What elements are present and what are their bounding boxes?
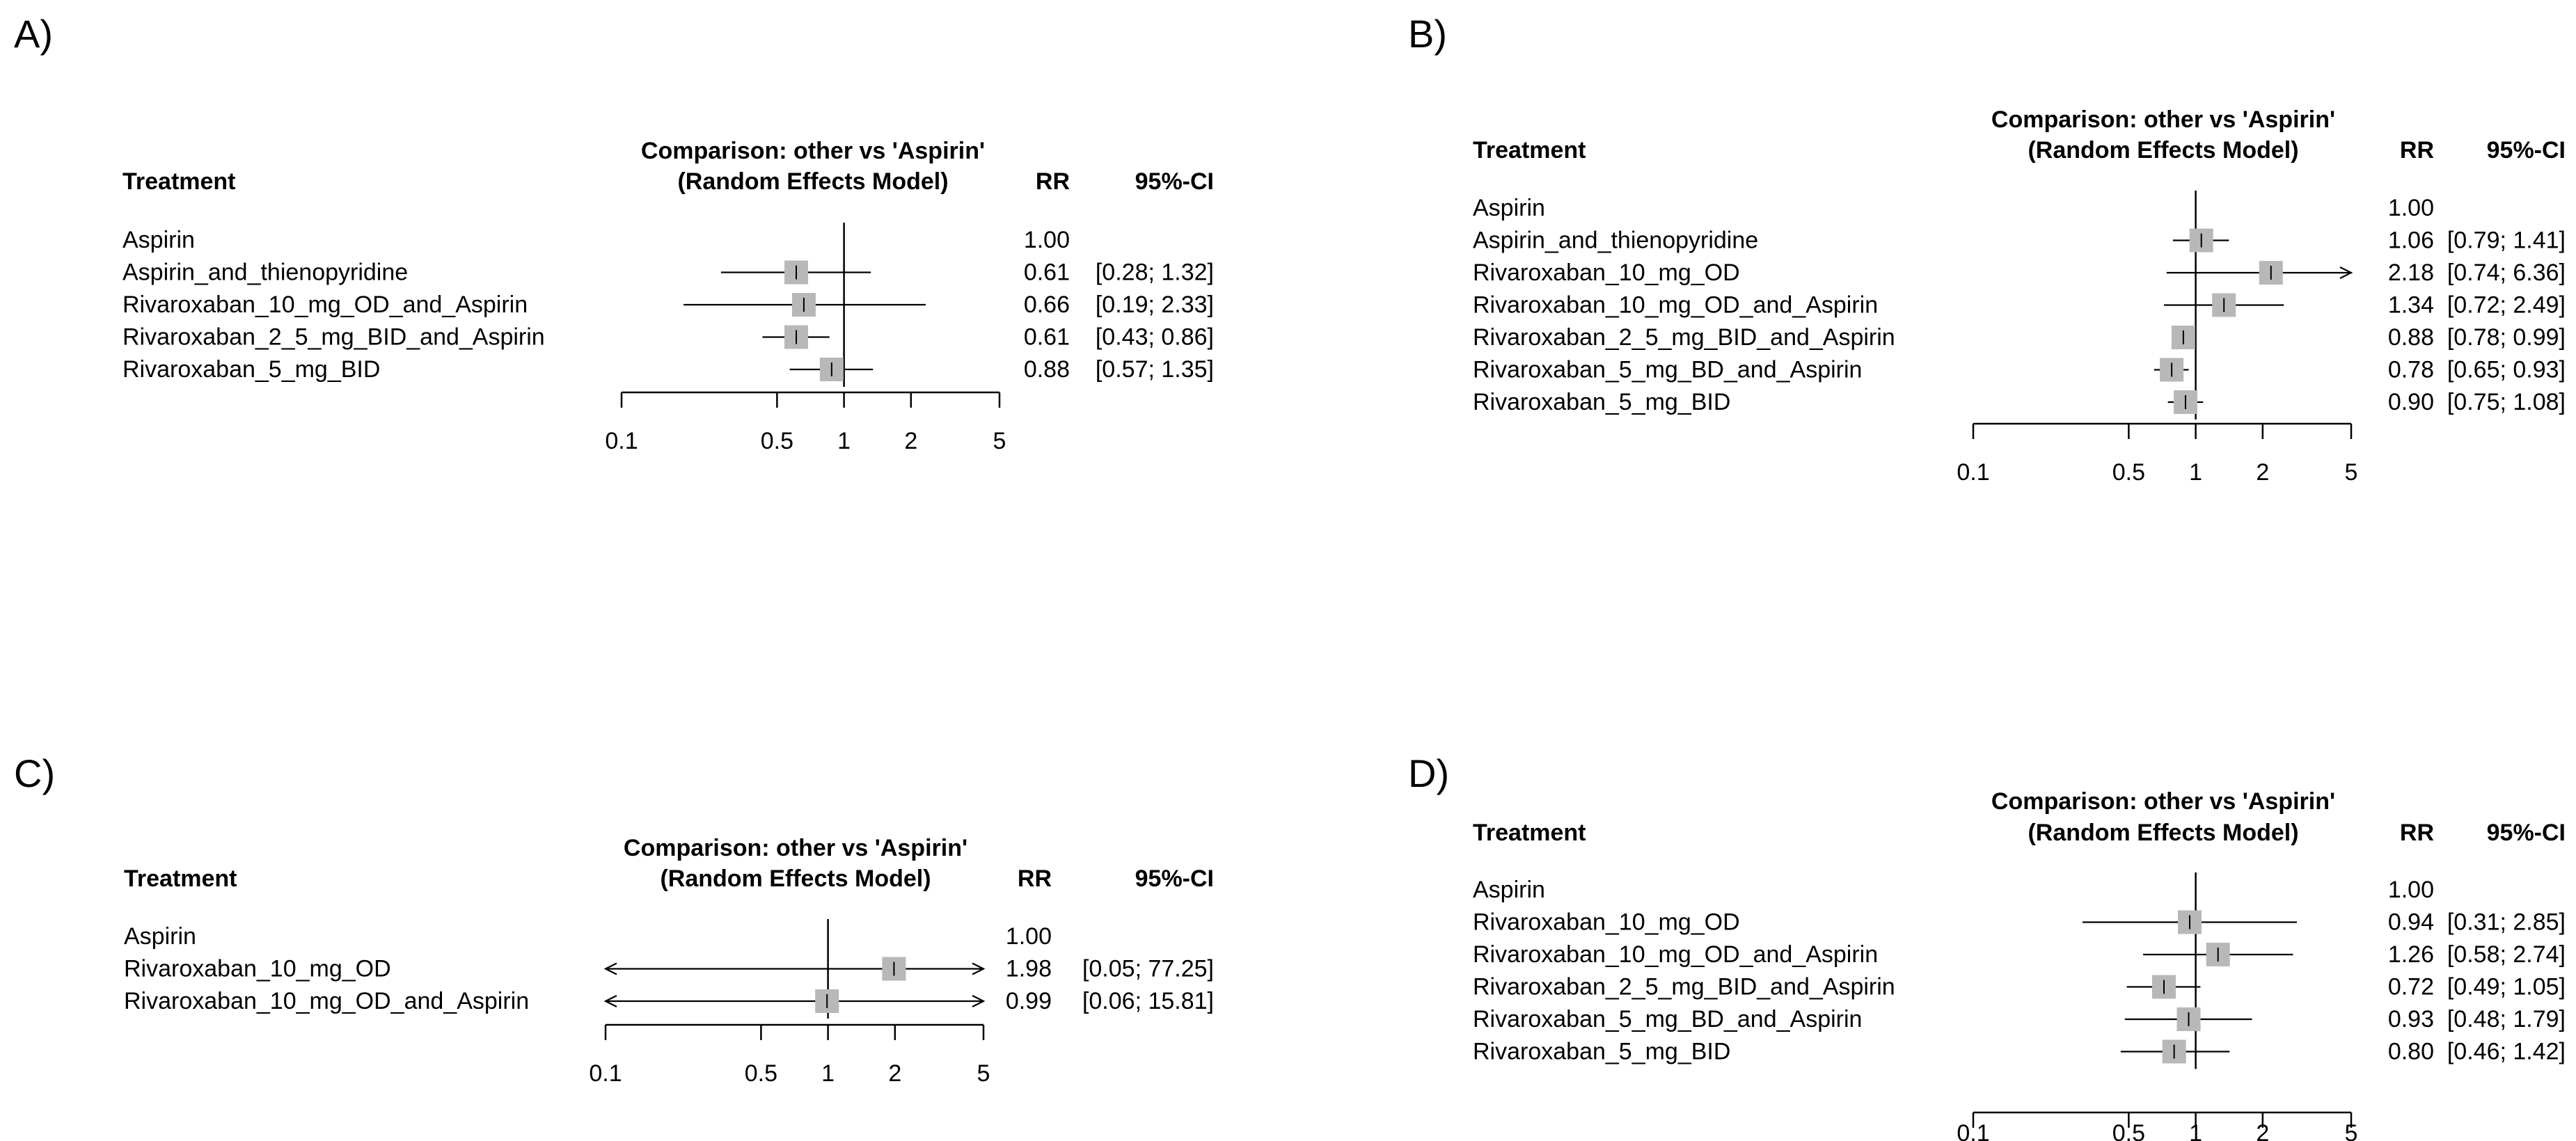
x-tick-label: 1 — [821, 1060, 835, 1087]
ci-value: [0.58; 2.74] — [2447, 941, 2566, 968]
x-tick-label: 1 — [837, 428, 851, 454]
x-tick-label: 5 — [993, 428, 1006, 454]
rr-value: 1.00 — [2387, 195, 2434, 221]
treatment-name: Aspirin_and_thienopyridine — [1473, 227, 1759, 254]
ci-value: [0.65; 0.93] — [2447, 356, 2566, 383]
treatment-name: Rivaroxaban_10_mg_OD_and_Aspirin — [123, 292, 528, 318]
x-tick-label: 0.1 — [1957, 1120, 1990, 1141]
rr-value: 1.00 — [1005, 923, 1052, 950]
rr-value: 0.94 — [2387, 909, 2434, 936]
rr-value: 0.93 — [2387, 1006, 2434, 1032]
panel-label: B) — [1408, 12, 1447, 56]
treatment-name: Aspirin — [1473, 195, 1545, 221]
ci-value: [0.57; 1.35] — [1095, 356, 1214, 383]
x-tick-label: 1 — [2189, 1120, 2203, 1141]
ci-value: [0.48; 1.79] — [2447, 1006, 2566, 1032]
x-tick-label: 5 — [2344, 459, 2358, 486]
column-header-ci: 95%-CI — [1135, 865, 1214, 892]
treatment-name: Rivaroxaban_10_mg_OD — [1473, 909, 1740, 936]
rr-value: 0.88 — [2387, 324, 2434, 351]
forest-panel-d — [1408, 751, 2566, 1141]
comparison-title: Comparison: other vs 'Aspirin' — [1991, 788, 2336, 815]
rr-value: 0.78 — [2387, 356, 2434, 383]
treatment-name: Rivaroxaban_10_mg_OD_and_Aspirin — [1473, 941, 1879, 968]
column-header-treatment: Treatment — [124, 865, 237, 892]
treatment-name: Rivaroxaban_10_mg_OD — [124, 955, 391, 982]
rr-value: 1.98 — [1005, 955, 1052, 982]
column-header-treatment: Treatment — [1473, 137, 1586, 163]
comparison-title: Comparison: other vs 'Aspirin' — [623, 835, 968, 861]
treatment-name: Aspirin — [124, 923, 196, 950]
treatment-name: Rivaroxaban_2_5_mg_BID_and_Aspirin — [1473, 324, 1895, 351]
rr-value: 1.34 — [2387, 292, 2434, 319]
rr-value: 0.90 — [2387, 389, 2434, 415]
panel-label: A) — [14, 12, 53, 56]
treatment-name: Rivaroxaban_10_mg_OD — [1473, 260, 1740, 286]
column-header-ci: 95%-CI — [1135, 168, 1214, 195]
ci-value: [0.28; 1.32] — [1095, 259, 1214, 286]
ci-value: [0.79; 1.41] — [2447, 227, 2566, 254]
treatment-name: Rivaroxaban_5_mg_BID — [1473, 1038, 1731, 1065]
forest-panel-c — [14, 751, 1214, 1087]
ci-value: [0.06; 15.81] — [1082, 988, 1214, 1014]
panel-label: D) — [1408, 751, 1450, 795]
treatment-name: Rivaroxaban_5_mg_BID — [123, 356, 381, 383]
column-header-ci: 95%-CI — [2486, 820, 2566, 846]
ci-value: [0.19; 2.33] — [1095, 292, 1214, 318]
ci-value: [0.05; 77.25] — [1082, 955, 1214, 982]
ci-value: [0.72; 2.49] — [2447, 292, 2566, 319]
x-tick-label: 0.1 — [1957, 459, 1990, 486]
x-tick-label: 0.5 — [2112, 459, 2146, 486]
treatment-name: Rivaroxaban_2_5_mg_BID_and_Aspirin — [123, 324, 545, 351]
rr-value: 1.00 — [1023, 227, 1070, 253]
ci-value: [0.74; 6.36] — [2447, 260, 2566, 286]
rr-value: 0.72 — [2387, 973, 2434, 1000]
x-tick-label: 0.5 — [744, 1060, 778, 1087]
treatment-name: Aspirin_and_thienopyridine — [123, 259, 409, 286]
treatment-name: Rivaroxaban_5_mg_BD_and_Aspirin — [1473, 356, 1863, 383]
comparison-title: Comparison: other vs 'Aspirin' — [640, 138, 986, 164]
x-tick-label: 2 — [2256, 459, 2270, 486]
rr-value: 0.88 — [1023, 356, 1070, 383]
forest-panel-a — [14, 12, 1214, 454]
x-tick-label: 2 — [904, 428, 918, 454]
ci-value: [0.31; 2.85] — [2447, 909, 2566, 936]
rr-value: 0.61 — [1023, 324, 1070, 351]
x-tick-label: 0.1 — [589, 1060, 622, 1087]
column-header-rr: RR — [1017, 865, 1052, 892]
model-subtitle: (Random Effects Model) — [677, 168, 949, 195]
x-tick-label: 2 — [888, 1060, 902, 1087]
rr-value: 0.80 — [2387, 1038, 2434, 1065]
model-subtitle: (Random Effects Model) — [2028, 820, 2299, 846]
rr-value: 0.99 — [1005, 988, 1052, 1014]
x-tick-label: 5 — [2344, 1120, 2358, 1141]
panel-label: C) — [14, 751, 56, 795]
column-header-treatment: Treatment — [1473, 820, 1586, 846]
rr-value: 2.18 — [2387, 260, 2434, 286]
model-subtitle: (Random Effects Model) — [660, 865, 931, 892]
column-header-rr: RR — [1035, 168, 1070, 195]
rr-value: 1.26 — [2387, 941, 2434, 968]
ci-value: [0.46; 1.42] — [2447, 1038, 2566, 1065]
x-tick-label: 5 — [977, 1060, 990, 1087]
column-header-treatment: Treatment — [123, 168, 236, 195]
x-tick-label: 0.5 — [2112, 1120, 2146, 1141]
treatment-name: Aspirin — [1473, 877, 1545, 903]
treatment-name: Rivaroxaban_10_mg_OD_and_Aspirin — [1473, 292, 1879, 319]
column-header-rr: RR — [2399, 820, 2434, 846]
forest-panel-b — [1408, 12, 2566, 486]
x-tick-label: 1 — [2189, 459, 2203, 486]
ci-value: [0.75; 1.08] — [2447, 389, 2566, 415]
model-subtitle: (Random Effects Model) — [2028, 137, 2299, 163]
treatment-name: Rivaroxaban_2_5_mg_BID_and_Aspirin — [1473, 973, 1895, 1000]
comparison-title: Comparison: other vs 'Aspirin' — [1991, 106, 2336, 133]
ci-value: [0.49; 1.05] — [2447, 973, 2566, 1000]
rr-value: 0.61 — [1023, 259, 1070, 286]
column-header-ci: 95%-CI — [2486, 137, 2566, 163]
treatment-name: Aspirin — [123, 227, 195, 253]
rr-value: 1.06 — [2387, 227, 2434, 254]
x-tick-label: 0.5 — [760, 428, 794, 454]
x-tick-label: 0.1 — [605, 428, 638, 454]
column-header-rr: RR — [2399, 137, 2434, 163]
rr-value: 1.00 — [2387, 877, 2434, 903]
ci-value: [0.78; 0.99] — [2447, 324, 2566, 351]
rr-value: 0.66 — [1023, 292, 1070, 318]
treatment-name: Rivaroxaban_5_mg_BID — [1473, 389, 1731, 415]
x-tick-label: 2 — [2256, 1120, 2270, 1141]
treatment-name: Rivaroxaban_5_mg_BD_and_Aspirin — [1473, 1006, 1863, 1032]
ci-value: [0.43; 0.86] — [1095, 324, 1214, 351]
treatment-name: Rivaroxaban_10_mg_OD_and_Aspirin — [124, 988, 530, 1014]
